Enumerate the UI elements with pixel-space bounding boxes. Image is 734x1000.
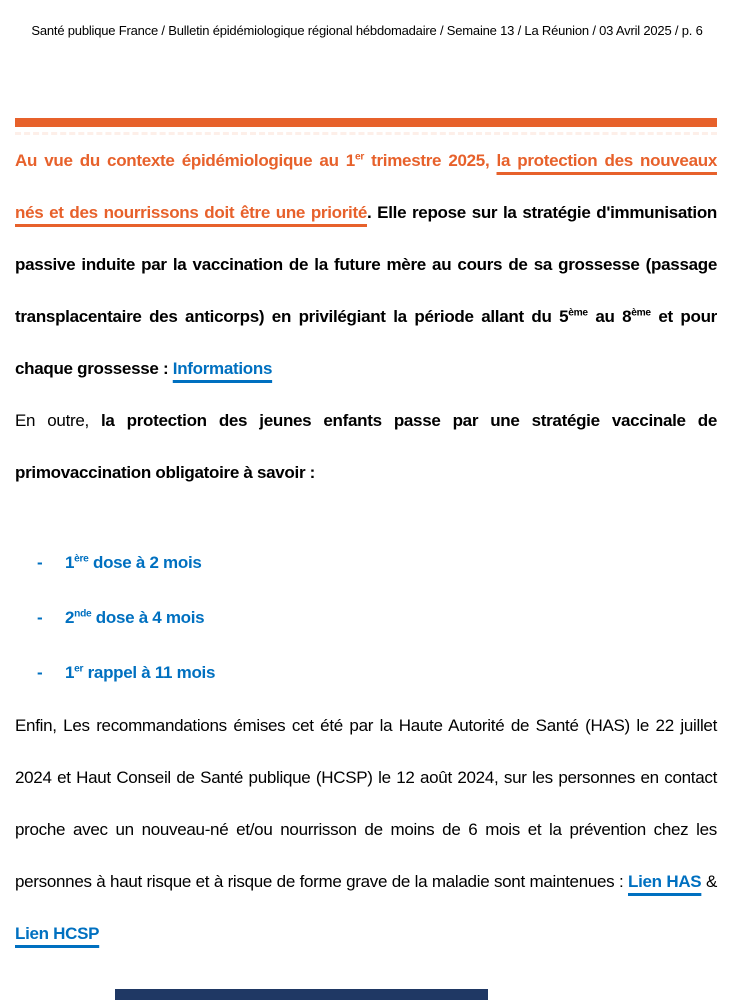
list-item-rappel [37,645,717,700]
page-content [0,118,734,960]
intro-orange-lead-2: trimestre 2025, [363,151,497,170]
dose-1-superscript: ère [74,553,89,565]
rappel-label: rappel à 11 mois [83,663,216,682]
ampersand-separator: & [701,872,717,891]
intro-paragraph [15,135,717,395]
strategy-paragraph [15,395,717,499]
dose-1-number: 1 [65,553,75,572]
orange-divider-rule [15,118,717,127]
rappel-text [65,645,215,700]
footer-section-band [115,989,488,1000]
intro-black-3: et pour chaque grossesse : [15,307,717,378]
dose-2-text [65,590,204,645]
intro-orange-lead: Au vue du contexte épidémiologique au 1 [15,151,355,170]
dash-bullet: - [37,663,43,682]
intro-black-1: . Elle repose sur la stratégie d'immunisation passive induite par la vaccination de la future mère au cours de sa grossesse (passage transplacentaire des anticorps) en privilégiant la période allant du 5 [15,203,718,326]
dose-schedule-list [15,535,717,700]
list-item-dose-2 [37,590,717,645]
dash-bullet: - [37,608,43,627]
rappel-superscript: er [74,663,84,675]
bulletin-header-text: Santé publique France / Bulletin épidémiologique régional hébdomadaire / Semaine 13 / La Réunion / 03 Avril 2025 / p. 6 [31,23,703,38]
dose-2-label: dose à 4 mois [91,608,205,627]
dash-bullet: - [37,553,43,572]
dose-2-number: 2 [65,608,75,627]
strategy-bold-text: la protection des jeunes enfants passe par une stratégie vaccinale de primovaccination obligatoire à savoir : [15,411,717,482]
dose-1-label: dose à 2 mois [88,553,202,572]
list-item-dose-1 [37,535,717,590]
recommendations-text: Enfin, Les recommandations émises cet été par la Haute Autorité de Santé (HAS) le 22 juillet 2024 et Haut Conseil de Santé publique (HCSP) le 12 août 2024, sur les personnes en contact proche avec un nouveau-né et/ou nourrisson de moins de 6 mois et la prévention chez les personnes à haut risque et à risque de forme grave de la maladie sont maintenues : [15,716,717,891]
strategy-lead: En outre, [15,411,101,430]
intro-black-2: au 8 [587,307,632,326]
lien-has-link[interactable]: Lien HAS [628,872,702,891]
informations-link[interactable]: Informations [172,359,273,378]
superscript-eme-1: ème [568,307,588,319]
dose-2-superscript: nde [74,608,92,620]
superscript-er: er [354,151,364,163]
lien-hcsp-link[interactable]: Lien HCSP [15,924,100,943]
dose-1-text [65,535,202,590]
superscript-eme-2: ème [631,307,651,319]
recommendations-paragraph [15,700,717,960]
intro-orange-underlined: la protection des nouveaux nés et des nourrissons doit être une priorité [15,151,717,222]
rappel-number: 1 [65,663,75,682]
bulletin-header-line [0,0,734,38]
